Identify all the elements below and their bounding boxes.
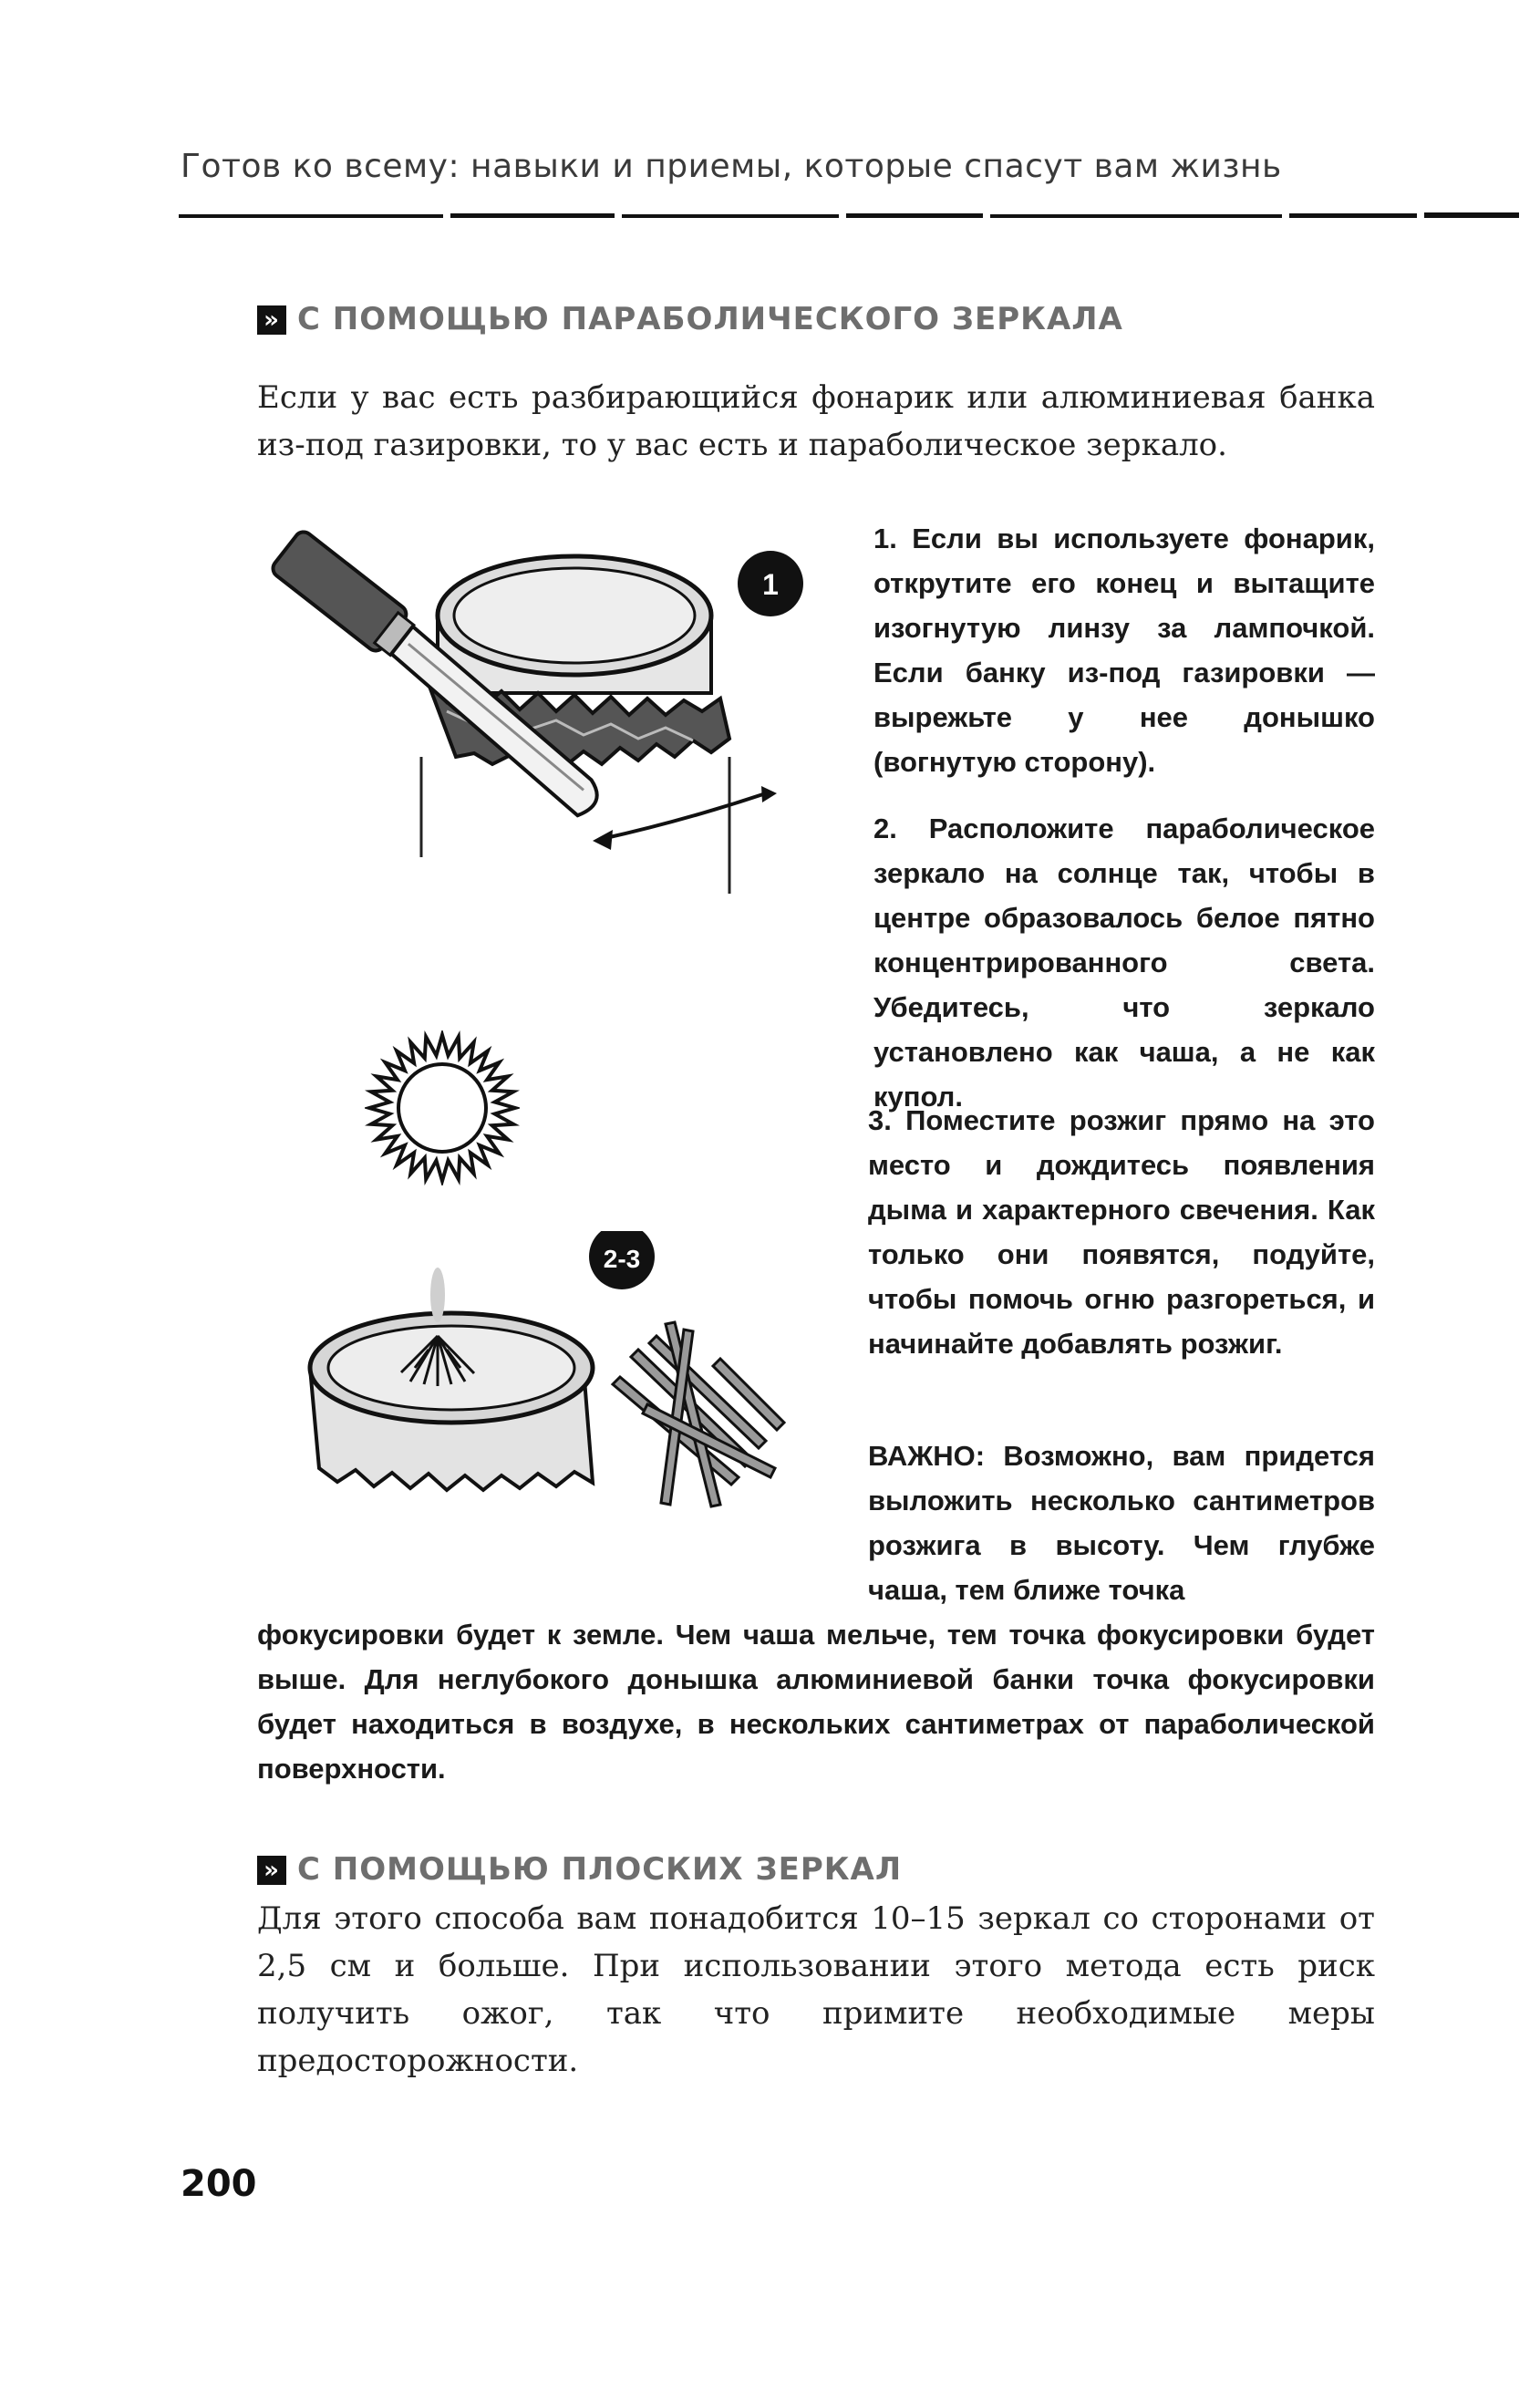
important-note-top: ВАЖНО: Возможно, вам придется выложить несколько сантиметров розжига в высоту. Чем глубже чаша, тем ближе точка	[868, 1440, 1375, 1606]
step-2-text: 2. Расположите параболическое зеркало на солнце так, чтобы в центре образовалось белое пятно концентрированного света. Убедитесь, что зеркало установлено как чаша, а не как купол.	[873, 813, 1375, 1113]
dish-and-tinder-illustration	[292, 1231, 839, 1541]
section-heading-flat-mirrors	[257, 1851, 902, 1888]
step-badge-1: 1	[762, 568, 779, 601]
step-3-text: 3. Поместите розжиг прямо на это место и дождитесь появления дыма и характерного свечения. Как только они появятся, подуйте, чтобы помочь огню разгореться, и начинайте добавлять розжиг.	[868, 1104, 1375, 1360]
step-1-text: 1. Если вы используете фонарик, открутите его конец и вытащите изогнутую линзу за лампочкой. Если банку из-под газировки — вырежьте у нее донышко (вогнутую сторону).	[873, 523, 1375, 778]
can-cutting-illustration	[255, 529, 821, 930]
intro-paragraph: Если у вас есть разбирающийся фонарик или алюминиевая банка из-под газировки, то у вас есть и параболическое зеркало.	[257, 379, 1375, 463]
section-marker: »	[257, 1856, 286, 1885]
header-rule	[179, 212, 1519, 221]
flat-mirrors-paragraph: Для этого способа вам понадобится 10–15 зеркал со сторонами от 2,5 см и больше. При использовании этого метода есть риск получить ожог, так что примите необходимые меры предосторожности.	[257, 1900, 1375, 2079]
important-note-bottom: фокусировки будет к земле. Чем чаша мельче, тем точка фокусировки будет выше. Для неглубокого донышка алюминиевой банки точка фокусировки будет находиться в воздухе, в нескольких сантиметрах от параболической поверхности.	[257, 1619, 1375, 1785]
section-title: С ПОМОЩЬЮ ПЛОСКИХ ЗЕРКАЛ	[297, 1851, 903, 1888]
section-title: С ПОМОЩЬЮ ПАРАБОЛИЧЕСКОГО ЗЕРКАЛА	[297, 301, 1123, 337]
section-marker: »	[257, 305, 286, 335]
step-badge-2-3: 2-3	[603, 1245, 641, 1273]
sun-icon	[365, 1030, 520, 1185]
page-number: 200	[181, 2163, 257, 2205]
running-head: Готов ко всему: навыки и приемы, которые спасут вам жизнь	[181, 148, 1282, 185]
section-heading-parabolic	[257, 301, 1123, 337]
